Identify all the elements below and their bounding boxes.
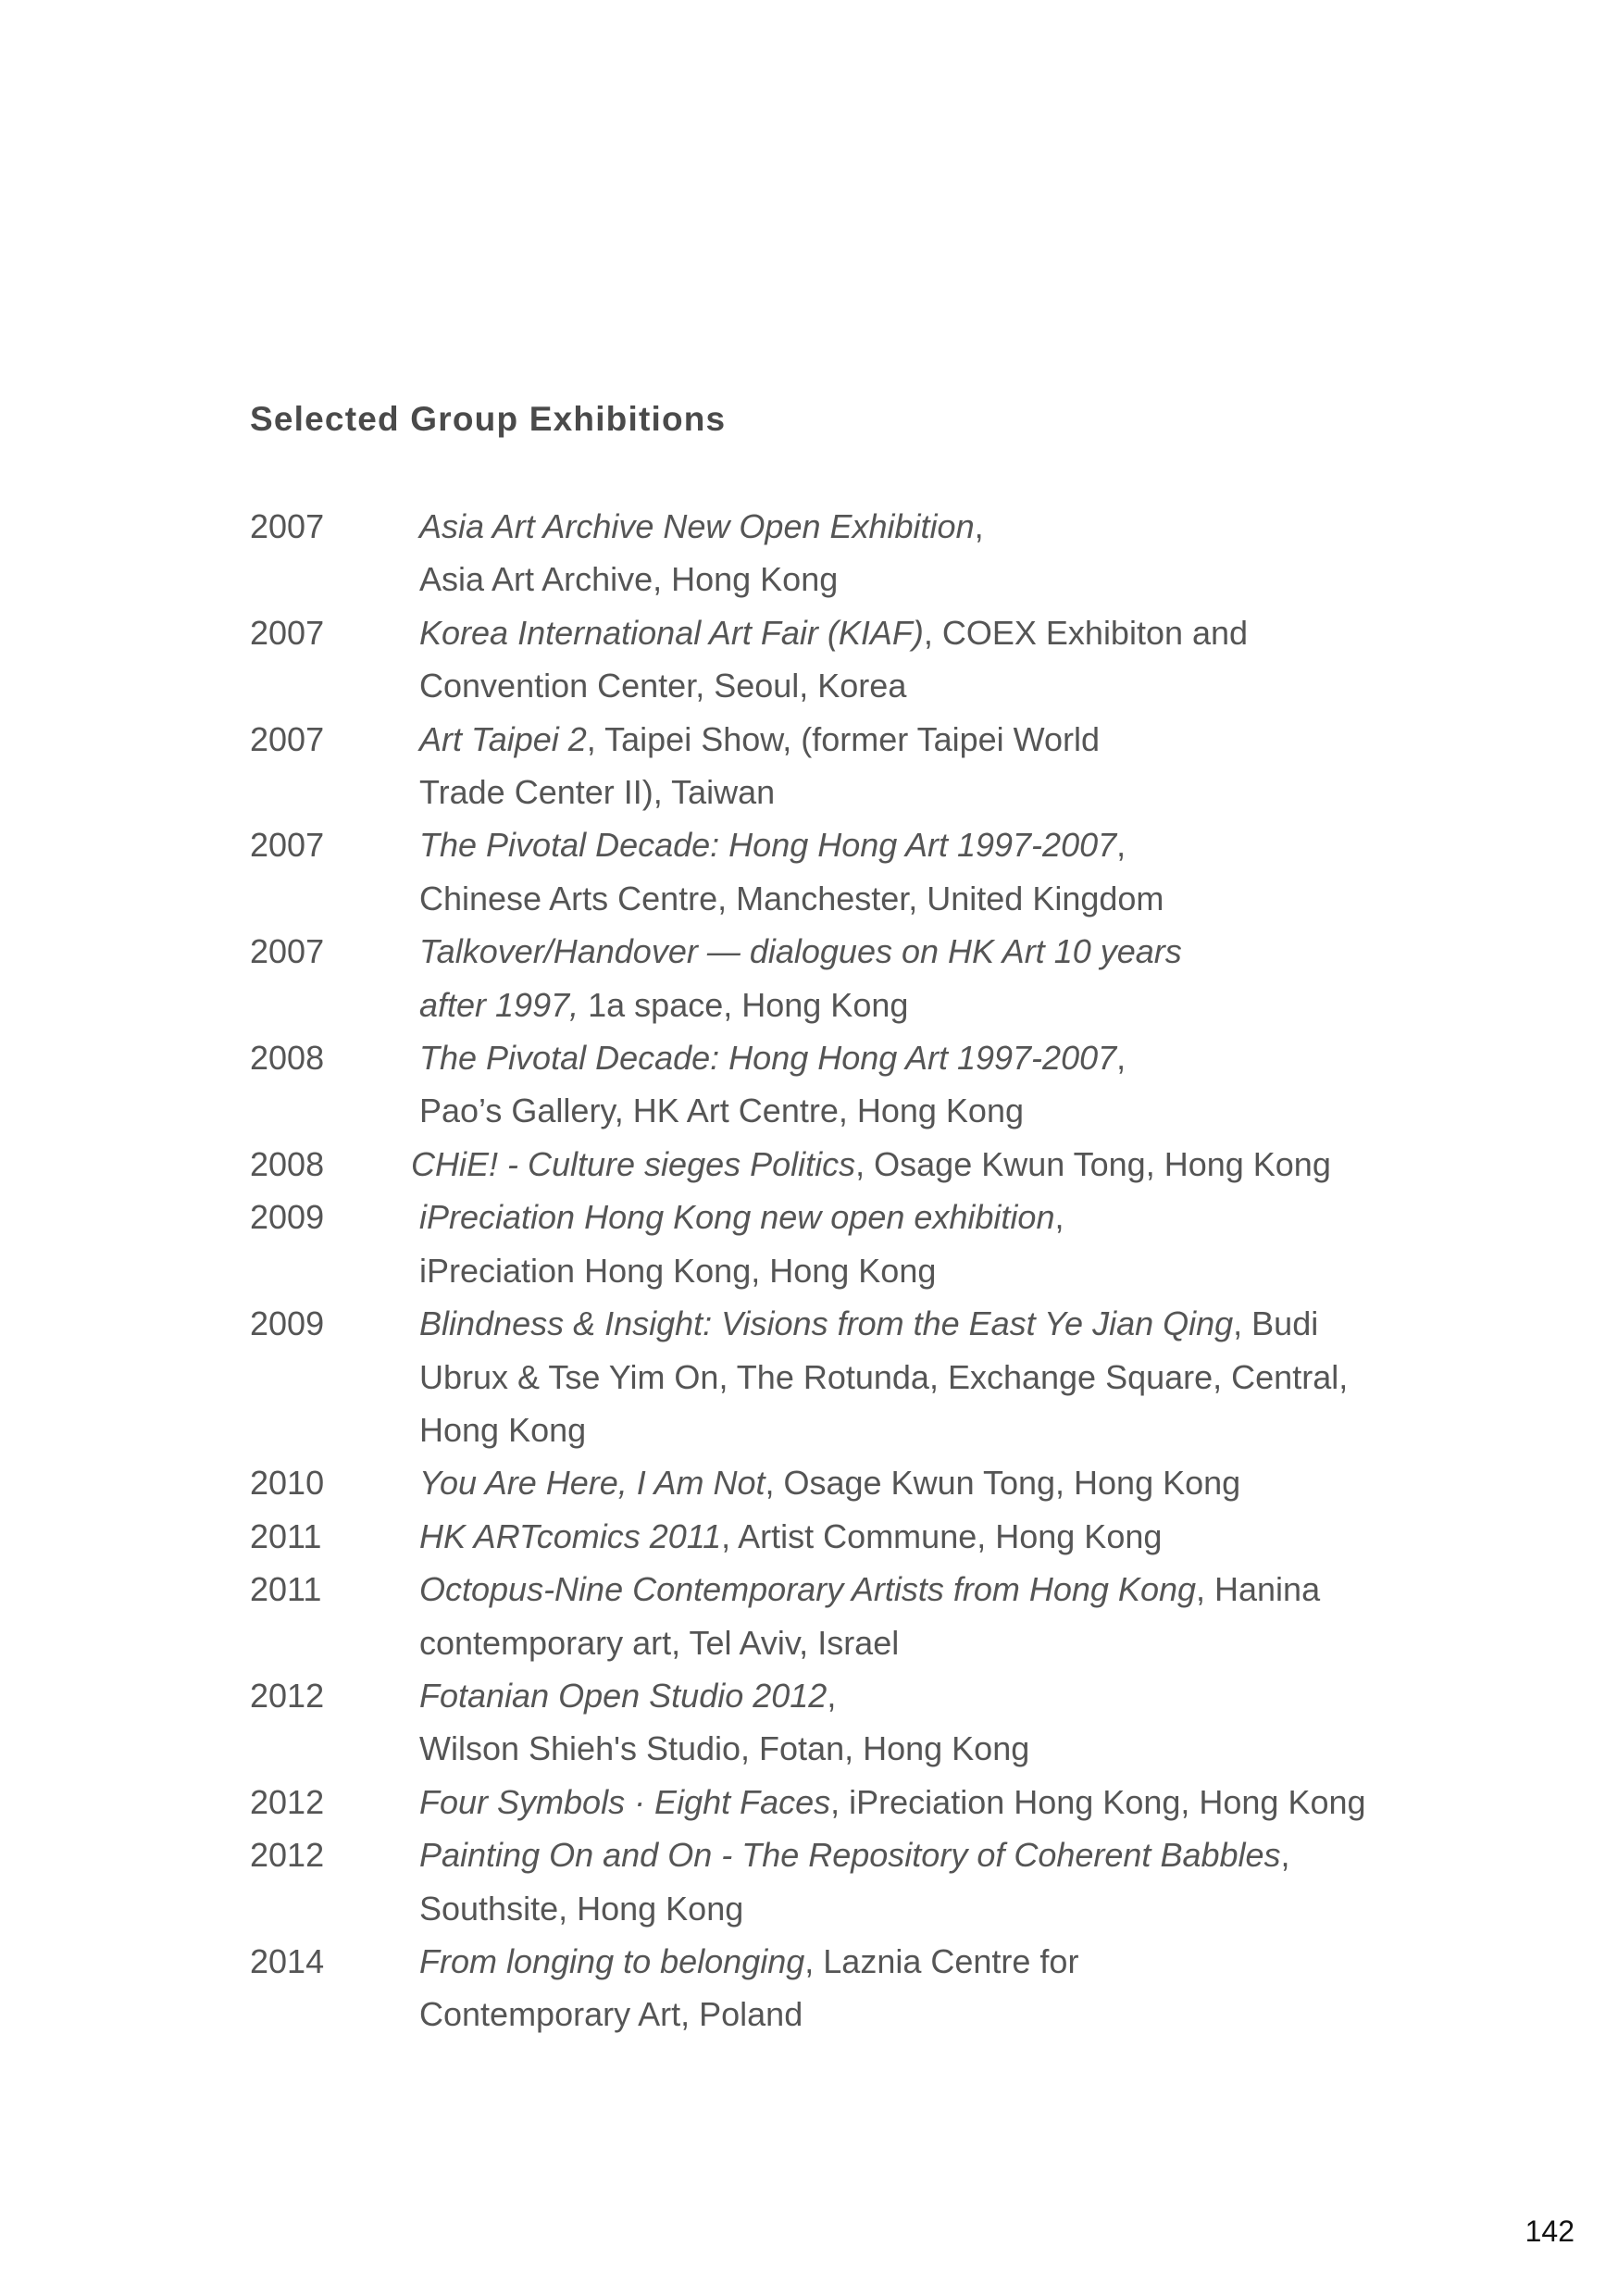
exhibition-list [250,500,1453,2041]
exhibition-entry [250,1138,1453,1191]
exhibition-venue: iPreciation Hong Kong, Hong Kong [419,1251,937,1290]
exhibition-venue: 1a space, Hong Kong [579,985,909,1024]
exhibition-title: Fotanian Open Studio 2012 [419,1676,828,1715]
exhibition-year: 2008 [250,1144,325,1183]
exhibition-title: Art Taipei 2 [419,719,587,758]
exhibition-venue: , [1280,1836,1290,1875]
exhibition-description [419,1510,1453,1563]
exhibition-venue: Asia Art Archive, Hong Kong [419,560,839,599]
exhibition-title: Talkover/Handover — dialogues on HK Art 10 years [419,932,1182,971]
exhibition-year: 2012 [250,1782,325,1821]
exhibition-venue: contemporary art, Tel Aviv, Israel [419,1623,900,1662]
exhibition-venue: Contemporary Art, Poland [419,1995,803,2034]
exhibition-description [419,1669,1453,1776]
exhibition-venue: Southsite, Hong Kong [419,1889,744,1928]
exhibition-entry [250,818,1453,925]
exhibition-description-line [419,1563,1453,1616]
exhibition-title: The Pivotal Decade: Hong Hong Art 1997-2007 [419,1039,1117,1078]
exhibition-description [419,925,1453,1031]
exhibition-venue: , [1116,1039,1126,1078]
exhibition-year: 2009 [250,1198,325,1237]
exhibition-year: 2011 [250,1570,322,1609]
exhibition-entry [250,500,1453,606]
exhibition-description-line [419,713,1453,766]
exhibition-venue: , Hanina [1196,1570,1321,1609]
exhibition-description [419,1776,1453,1828]
exhibition-description [419,1456,1453,1509]
exhibition-year: 2009 [250,1304,325,1343]
exhibition-title: Painting On and On - The Repository of Coherent Babbles [419,1836,1281,1875]
exhibition-description-line [419,1935,1453,1988]
exhibition-title: CHiE! - Culture sieges Politics [411,1144,856,1183]
exhibition-venue: , Artist Commune, Hong Kong [721,1516,1163,1555]
exhibition-year: 2007 [250,507,325,545]
exhibition-description-line [411,1138,1453,1191]
exhibition-description-line [419,766,1453,818]
exhibition-title: Asia Art Archive New Open Exhibition [419,507,975,545]
exhibition-year: 2012 [250,1836,325,1875]
exhibition-venue: Chinese Arts Centre, Manchester, United Kingdom [419,879,1164,917]
exhibition-year: 2007 [250,719,325,758]
exhibition-entry [250,1510,1453,1563]
exhibition-title: The Pivotal Decade: Hong Hong Art 1997-2007 [419,826,1117,865]
exhibition-description-line [419,872,1453,925]
exhibition-description-line [419,1351,1453,1404]
exhibition-entry [250,1828,1453,1935]
exhibition-entry [250,1935,1453,2041]
exhibition-entry [250,1456,1453,1509]
exhibition-description [419,713,1453,819]
exhibition-description [419,500,1453,606]
exhibition-entry [250,1031,1453,1138]
exhibition-venue: , Taipei Show, (former Taipei World [586,719,1101,758]
exhibition-description-line [419,1084,1453,1137]
exhibition-year: 2011 [250,1516,322,1555]
exhibition-description [419,1935,1453,2041]
page-number: 142 [1525,2215,1574,2248]
exhibition-description-line [419,1882,1453,1935]
exhibition-venue: , [827,1676,837,1715]
exhibition-description [419,1297,1453,1456]
exhibition-year: 2010 [250,1464,325,1503]
exhibition-venue: , [1116,826,1126,865]
exhibition-description-line [419,979,1453,1031]
exhibition-title: Octopus-Nine Contemporary Artists from Hong Kong [419,1570,1197,1609]
exhibition-description-line [419,1297,1453,1350]
exhibition-description-line [419,1616,1453,1669]
exhibition-venue: , iPreciation Hong Kong, Hong Kong [830,1782,1366,1821]
exhibition-description-line [419,1776,1453,1828]
exhibition-description-line [419,1244,1453,1297]
exhibition-title: iPreciation Hong Kong new open exhibition [419,1198,1055,1237]
exhibition-description-line [419,818,1453,871]
exhibition-description-line [419,1722,1453,1775]
exhibition-description-line [419,606,1453,659]
exhibition-description-line [419,1191,1453,1243]
exhibition-description-line [419,1988,1453,2040]
exhibition-venue: Ubrux & Tse Yim On, The Rotunda, Exchange Square, Central, [419,1357,1349,1396]
exhibition-venue: , Osage Kwun Tong, Hong Kong [855,1144,1331,1183]
exhibition-title: Korea International Art Fair (KIAF) [419,613,924,652]
exhibition-venue: Hong Kong [419,1410,587,1449]
exhibition-description-line [419,925,1453,978]
exhibition-description-line [419,1669,1453,1722]
section-heading: Selected Group Exhibitions [250,400,727,438]
exhibition-venue: , Osage Kwun Tong, Hong Kong [765,1464,1241,1503]
exhibition-description-line [419,1031,1453,1084]
exhibition-entry [250,1297,1453,1456]
exhibition-entry [250,1563,1453,1669]
exhibition-description [419,1031,1453,1138]
exhibition-title: Blindness & Insight: Visions from the East Ye Jian Qing [419,1304,1234,1343]
exhibition-description [419,818,1453,925]
exhibition-entry [250,606,1453,713]
exhibition-description-line [419,1456,1453,1509]
exhibition-venue: Convention Center, Seoul, Korea [419,667,907,705]
exhibition-year: 2008 [250,1039,325,1078]
exhibition-entry [250,1776,1453,1828]
exhibition-description-line [419,1404,1453,1456]
exhibition-title: You Are Here, I Am Not [419,1464,765,1503]
exhibition-description [419,1563,1453,1669]
exhibition-venue: , Budi [1233,1304,1319,1343]
exhibition-venue: , Laznia Centre for [804,1941,1079,1980]
exhibition-description-line [419,553,1453,605]
exhibition-description [419,1828,1453,1935]
exhibition-venue: Trade Center II), Taiwan [419,773,776,812]
exhibition-venue: , [1054,1198,1064,1237]
exhibition-entry [250,1669,1453,1776]
exhibition-title: HK ARTcomics 2011 [419,1516,722,1555]
exhibition-venue: Wilson Shieh's Studio, Fotan, Hong Kong [419,1729,1030,1768]
exhibition-description [411,1138,1453,1191]
exhibition-title: From longing to belonging [419,1941,805,1980]
exhibition-title: after 1997, [419,985,579,1024]
exhibition-description-line [419,1510,1453,1563]
exhibition-description-line [419,659,1453,712]
exhibition-description [419,1191,1453,1297]
exhibition-description-line [419,1828,1453,1881]
exhibition-entry [250,713,1453,819]
exhibition-title: Four Symbols · Eight Faces [419,1782,831,1821]
exhibition-description [419,606,1453,713]
exhibition-venue: Pao’s Gallery, HK Art Centre, Hong Kong [419,1092,1024,1130]
exhibition-year: 2012 [250,1676,325,1715]
exhibition-description-line [419,500,1453,553]
exhibition-year: 2007 [250,613,325,652]
exhibition-venue: , COEX Exhibiton and [923,613,1249,652]
exhibition-entry [250,1191,1453,1297]
exhibition-entry [250,925,1453,1031]
exhibition-year: 2014 [250,1941,325,1980]
exhibition-venue: , [974,507,984,545]
exhibition-year: 2007 [250,932,325,971]
exhibition-year: 2007 [250,826,325,865]
